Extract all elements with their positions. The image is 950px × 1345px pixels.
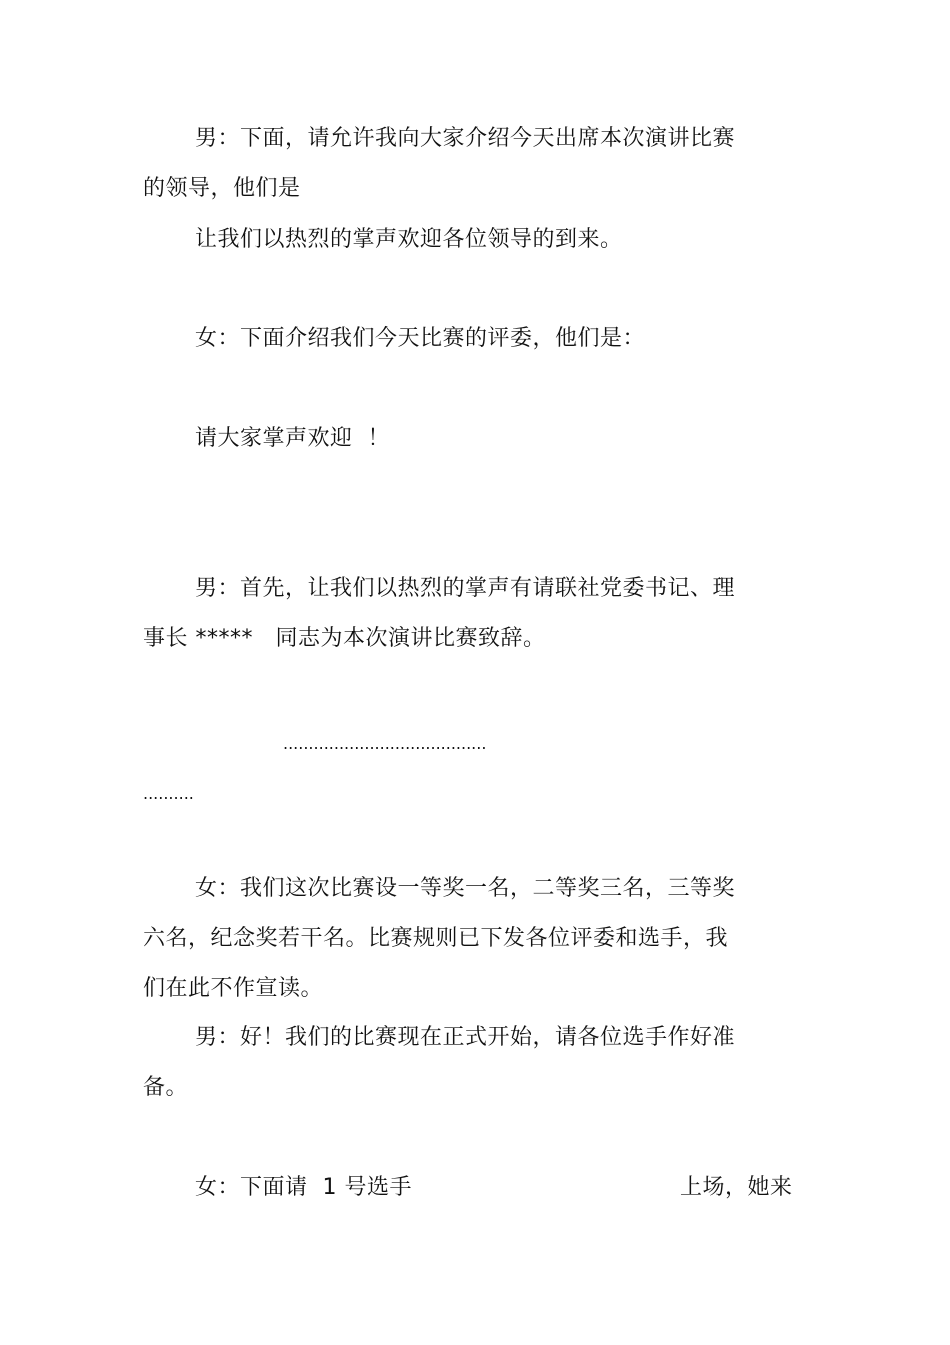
- start-line-1: 男：好！我们的比赛现在正式开始，请各位选手作好准: [195, 1025, 736, 1050]
- ellipsis-line-2: ..........: [143, 784, 194, 803]
- contestant-call-start: 女：下面请 1 号选手: [195, 1175, 412, 1200]
- opening-speech-line-2: 事长 ***** 同志为本次演讲比赛致辞。: [143, 626, 546, 651]
- opening-speech-line-1: 男：首先，让我们以热烈的掌声有请联社党委书记、理: [195, 576, 736, 601]
- intro-leaders-line-1: 男：下面，请允许我向大家介绍今天出席本次演讲比赛: [195, 126, 736, 151]
- intro-leaders-line-2: 的领导，他们是: [143, 176, 301, 201]
- awards-line-3: 们在此不作宣读。: [143, 976, 324, 1001]
- welcome-leaders-line: 让我们以热烈的掌声欢迎各位领导的到来。: [195, 227, 623, 252]
- contestant-call-end: 上场，她来: [680, 1175, 793, 1200]
- awards-line-1: 女：我们这次比赛设一等奖一名，二等奖三名，三等奖: [195, 876, 736, 901]
- start-line-2: 备。: [143, 1075, 189, 1100]
- applause-line: 请大家掌声欢迎 ！: [195, 426, 390, 451]
- ellipsis-line-1: ........................................: [283, 734, 487, 753]
- intro-judges-line: 女：下面介绍我们今天比赛的评委，他们是：: [195, 326, 646, 351]
- awards-line-2: 六名，纪念奖若干名。比赛规则已下发各位评委和选手，我: [143, 926, 729, 951]
